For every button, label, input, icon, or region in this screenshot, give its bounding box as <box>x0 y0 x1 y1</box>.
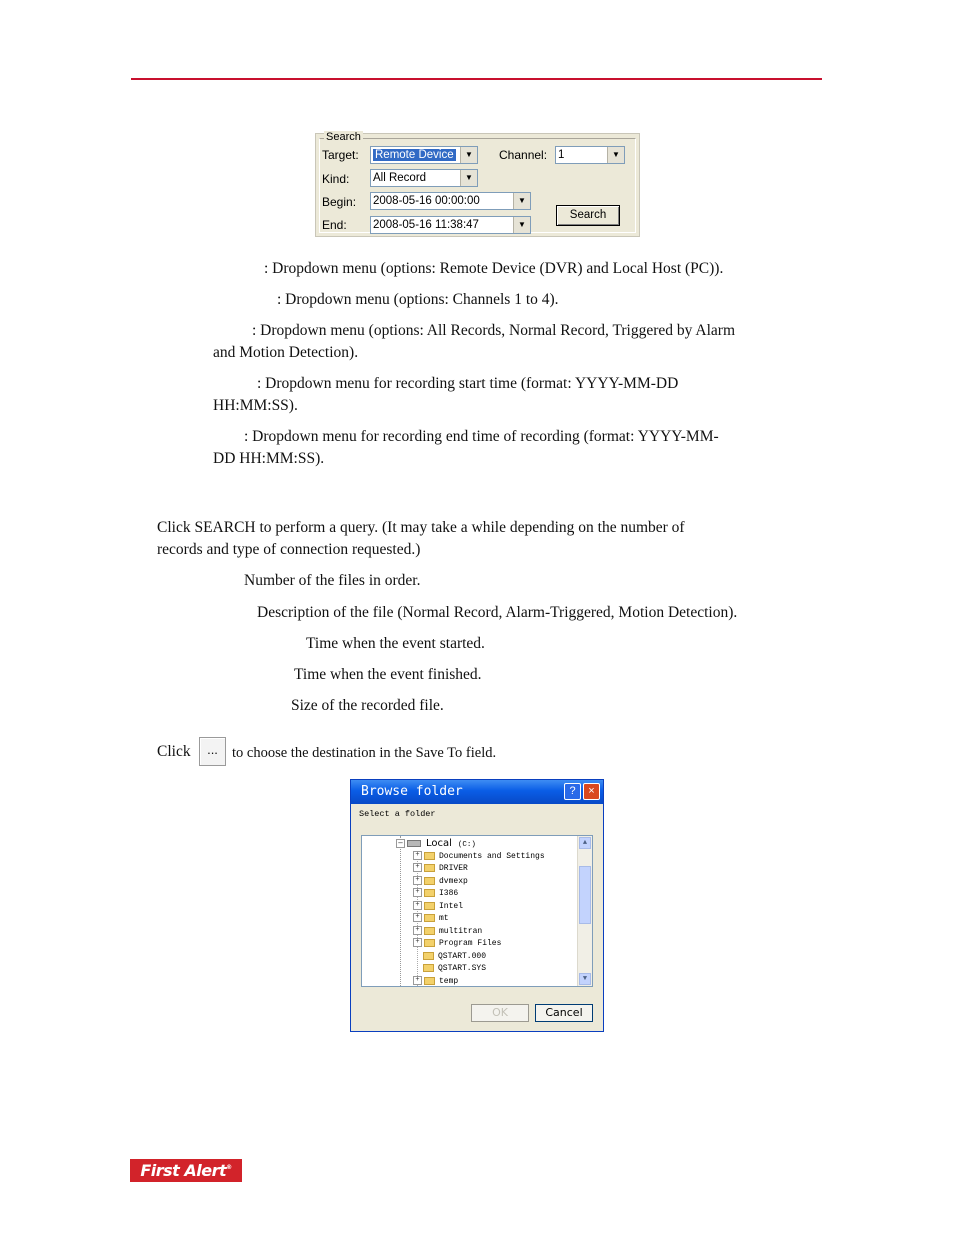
folder-label: QSTART.SYS <box>438 964 487 973</box>
begin-label: Begin: <box>322 195 357 209</box>
folder-icon <box>424 864 435 872</box>
channel-value: 1 <box>558 149 565 161</box>
folder-icon <box>423 952 434 960</box>
header-rule <box>131 78 822 80</box>
expand-icon[interactable]: + <box>413 976 422 985</box>
chevron-up-icon[interactable]: ▲ <box>579 837 591 849</box>
folder-icon <box>424 877 435 885</box>
end-definition-line2: DD HH:MM:SS). <box>213 450 325 467</box>
drive-icon <box>407 840 421 847</box>
chevron-down-icon[interactable]: ▼ <box>579 973 591 985</box>
folder-icon <box>424 914 435 922</box>
expand-icon[interactable]: + <box>413 863 422 872</box>
search-legend: Search <box>326 131 361 143</box>
root-label: Local <box>426 838 452 849</box>
folder-label: Documents and Settings <box>439 852 545 861</box>
expand-icon[interactable]: + <box>413 876 422 885</box>
folder-label: multitran <box>439 927 483 936</box>
expand-icon[interactable]: + <box>413 926 422 935</box>
folder-icon <box>424 927 435 935</box>
end-datetime-picker[interactable] <box>370 216 531 234</box>
begin-definition-line1: : Dropdown menu for recording start time (format: YYYY-MM-DD <box>257 375 679 392</box>
search-instruction-line1: Click SEARCH to perform a query. (It may take a while depending on the number of <box>157 519 685 536</box>
dialog-title: Browse folder <box>351 780 603 804</box>
logo-text: First Alert <box>140 1161 227 1180</box>
column-size-description: Size of the recorded file. <box>291 697 444 714</box>
folder-label: mt <box>439 914 449 923</box>
ok-button[interactable]: OK <box>471 1004 529 1022</box>
chevron-down-icon[interactable]: ▼ <box>513 217 530 233</box>
column-number-description: Number of the files in order. <box>244 572 421 589</box>
tree-node-folder[interactable] <box>413 876 468 888</box>
kind-value: All Record <box>373 172 427 184</box>
folder-icon <box>423 964 434 972</box>
folder-label: dvmexp <box>439 877 468 886</box>
folder-icon <box>424 889 435 897</box>
browse-ellipsis-button[interactable]: ... <box>199 737 226 766</box>
root-drive-letter: (C:) <box>457 841 476 849</box>
tree-node-folder[interactable] <box>413 976 458 987</box>
help-icon[interactable]: ? <box>564 783 581 800</box>
folder-label: I386 <box>439 889 459 898</box>
channel-dropdown[interactable] <box>555 146 625 164</box>
tree-node-folder[interactable] <box>413 913 449 925</box>
tree-node-local-drive[interactable] <box>396 838 476 850</box>
save-to-text-click: Click <box>157 743 191 760</box>
end-value: 2008-05-16 11:38:47 <box>373 219 479 231</box>
folder-icon <box>424 902 435 910</box>
expand-icon[interactable]: + <box>413 913 422 922</box>
search-panel <box>315 133 640 237</box>
folder-icon <box>424 939 435 947</box>
collapse-icon[interactable]: − <box>397 838 404 847</box>
folder-icon <box>424 852 435 860</box>
column-type-description: Description of the file (Normal Record, Alarm-Triggered, Motion Detection). <box>257 604 738 621</box>
expand-icon[interactable]: + <box>413 938 422 947</box>
first-alert-logo <box>130 1159 242 1182</box>
kind-definition-line2: and Motion Detection). <box>213 344 359 361</box>
begin-value: 2008-05-16 00:00:00 <box>373 195 480 207</box>
target-dropdown[interactable] <box>370 146 478 164</box>
tree-node-folder[interactable] <box>413 888 458 900</box>
folder-label: temp <box>439 977 459 986</box>
folder-label: DRIVER <box>439 864 468 873</box>
channel-label: Channel: <box>499 148 548 162</box>
tree-guide-line <box>400 836 401 986</box>
kind-dropdown[interactable] <box>370 169 478 187</box>
begin-definition-line2: HH:MM:SS). <box>213 397 298 414</box>
target-definition: : Dropdown menu (options: Remote Device (DVR) and Local Host (PC)). <box>264 260 724 277</box>
chevron-down-icon[interactable]: ▼ <box>607 147 624 163</box>
search-button[interactable]: Search <box>556 205 620 226</box>
folder-icon <box>424 977 435 985</box>
tree-node-folder[interactable] <box>413 863 468 875</box>
cancel-button[interactable]: Cancel <box>535 1004 593 1022</box>
scrollbar-thumb[interactable] <box>579 866 591 924</box>
trademark-symbol: ® <box>226 1164 232 1171</box>
folder-label: Program Files <box>439 939 502 948</box>
expand-icon[interactable]: + <box>413 851 422 860</box>
kind-label: Kind: <box>322 172 350 186</box>
target-value: Remote Device <box>375 149 454 161</box>
folder-label: Intel <box>439 902 464 911</box>
tree-node-folder[interactable] <box>423 951 486 963</box>
folder-tree[interactable] <box>361 835 593 987</box>
begin-datetime-picker[interactable] <box>370 192 531 210</box>
tree-node-folder[interactable] <box>413 901 463 913</box>
expand-icon[interactable]: + <box>413 888 422 897</box>
dialog-prompt: Select a folder <box>359 809 436 819</box>
end-definition-line1: : Dropdown menu for recording end time of recording (format: YYYY-MM- <box>244 428 719 445</box>
tree-node-folder[interactable] <box>423 963 486 975</box>
channel-definition: : Dropdown menu (options: Channels 1 to 4). <box>277 291 559 308</box>
browse-folder-dialog <box>350 779 604 1032</box>
chevron-down-icon[interactable]: ▼ <box>513 193 530 209</box>
close-icon[interactable]: × <box>583 783 600 800</box>
save-to-text: to choose the destination in the Save To field. <box>232 745 497 761</box>
folder-label: QSTART.000 <box>438 952 487 961</box>
kind-definition-line1: : Dropdown menu (options: All Records, Normal Record, Triggered by Alarm <box>252 322 736 339</box>
search-instruction-line2: records and type of connection requested.) <box>157 541 421 558</box>
tree-node-folder[interactable] <box>413 851 545 863</box>
tree-node-folder[interactable] <box>413 926 482 938</box>
target-label: Target: <box>322 148 359 162</box>
expand-icon[interactable]: + <box>413 901 422 910</box>
tree-node-folder[interactable] <box>413 938 501 950</box>
column-start-time-description: Time when the event started. <box>306 635 485 652</box>
chevron-down-icon[interactable]: ▼ <box>460 170 477 186</box>
column-end-time-description: Time when the event finished. <box>294 666 482 683</box>
end-label: End: <box>322 218 347 232</box>
chevron-down-icon[interactable]: ▼ <box>460 147 477 163</box>
tree-scrollbar[interactable] <box>577 836 592 986</box>
